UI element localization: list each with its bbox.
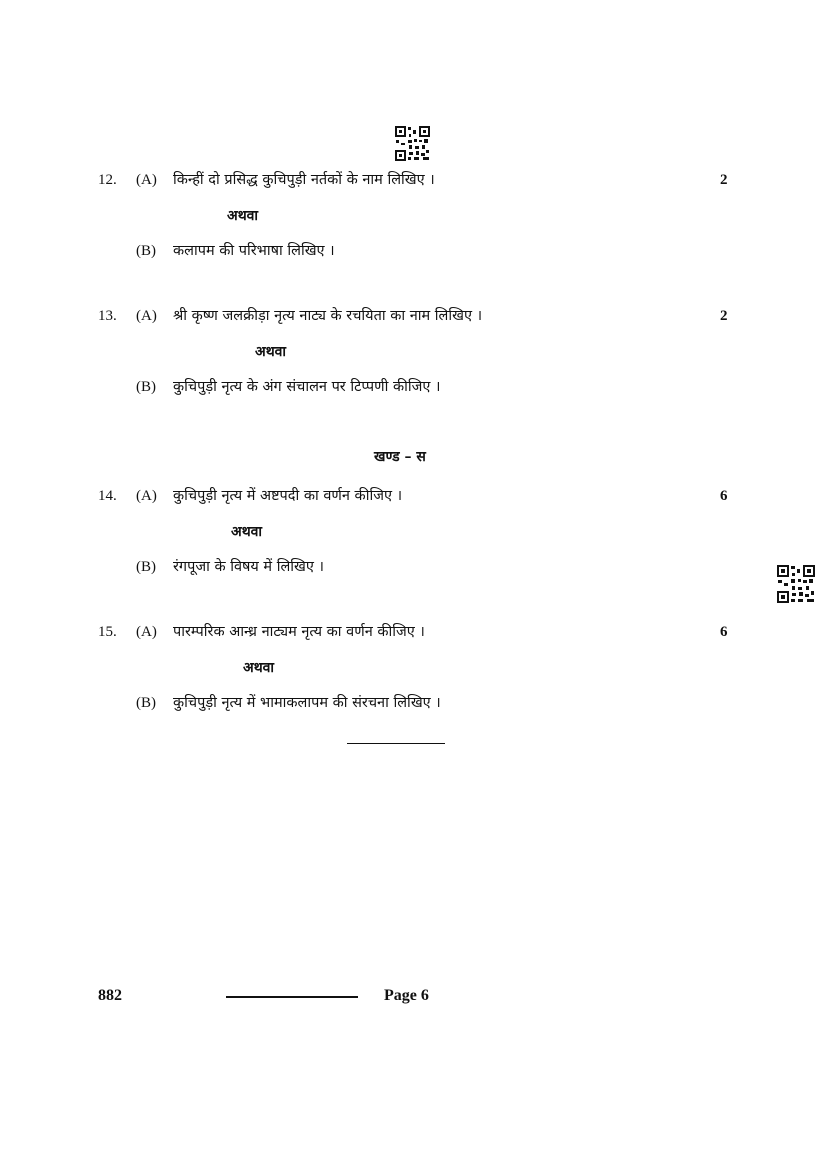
or-separator: अथवा — [255, 344, 287, 360]
option-a-text: किन्हीं दो प्रसिद्ध कुचिपुड़ी नर्तकों के नाम लिखिए । — [173, 172, 435, 188]
footer-rule — [226, 996, 358, 998]
option-label-b: (B) — [136, 559, 156, 575]
section-heading: खण्ड – स — [374, 449, 426, 465]
question-number: 15. — [98, 624, 117, 640]
option-b-text: कुचिपुड़ी नृत्य में भामाकलापम की संरचना लिखिए । — [173, 695, 441, 711]
option-a-text: कुचिपुड़ी नृत्य में अष्टपदी का वर्णन कीजिए । — [173, 488, 403, 504]
question-marks: 6 — [720, 488, 728, 504]
question-number: 14. — [98, 488, 117, 504]
question-number: 13. — [98, 308, 117, 324]
page-number: Page 6 — [384, 987, 429, 1004]
or-separator: अथवा — [227, 208, 259, 224]
option-label-a: (A) — [136, 308, 157, 324]
option-label-b: (B) — [136, 695, 156, 711]
option-a-text: श्री कृष्ण जलक्रीड़ा नृत्य नाट्य के रचयिता का नाम लिखिए । — [173, 308, 483, 324]
option-label-a: (A) — [136, 488, 157, 504]
qr-code-side — [777, 565, 815, 603]
or-separator: अथवा — [243, 660, 275, 676]
option-a-text: पारम्परिक आन्ध्र नाट्यम नृत्य का वर्णन कीजिए । — [173, 624, 425, 640]
qr-code-top — [395, 126, 430, 161]
or-separator: अथवा — [231, 524, 263, 540]
option-label-b: (B) — [136, 243, 156, 259]
question-number: 12. — [98, 172, 117, 188]
option-b-text: कुचिपुड़ी नृत्य के अंग संचालन पर टिप्पणी कीजिए । — [173, 379, 441, 395]
option-label-a: (A) — [136, 172, 157, 188]
paper-code: 882 — [98, 987, 122, 1004]
end-rule — [347, 743, 445, 744]
question-marks: 2 — [720, 172, 728, 188]
question-marks: 6 — [720, 624, 728, 640]
option-b-text: कलापम की परिभाषा लिखिए । — [173, 243, 335, 259]
question-marks: 2 — [720, 308, 728, 324]
option-label-b: (B) — [136, 379, 156, 395]
option-label-a: (A) — [136, 624, 157, 640]
option-b-text: रंगपूजा के विषय में लिखिए । — [173, 559, 325, 575]
